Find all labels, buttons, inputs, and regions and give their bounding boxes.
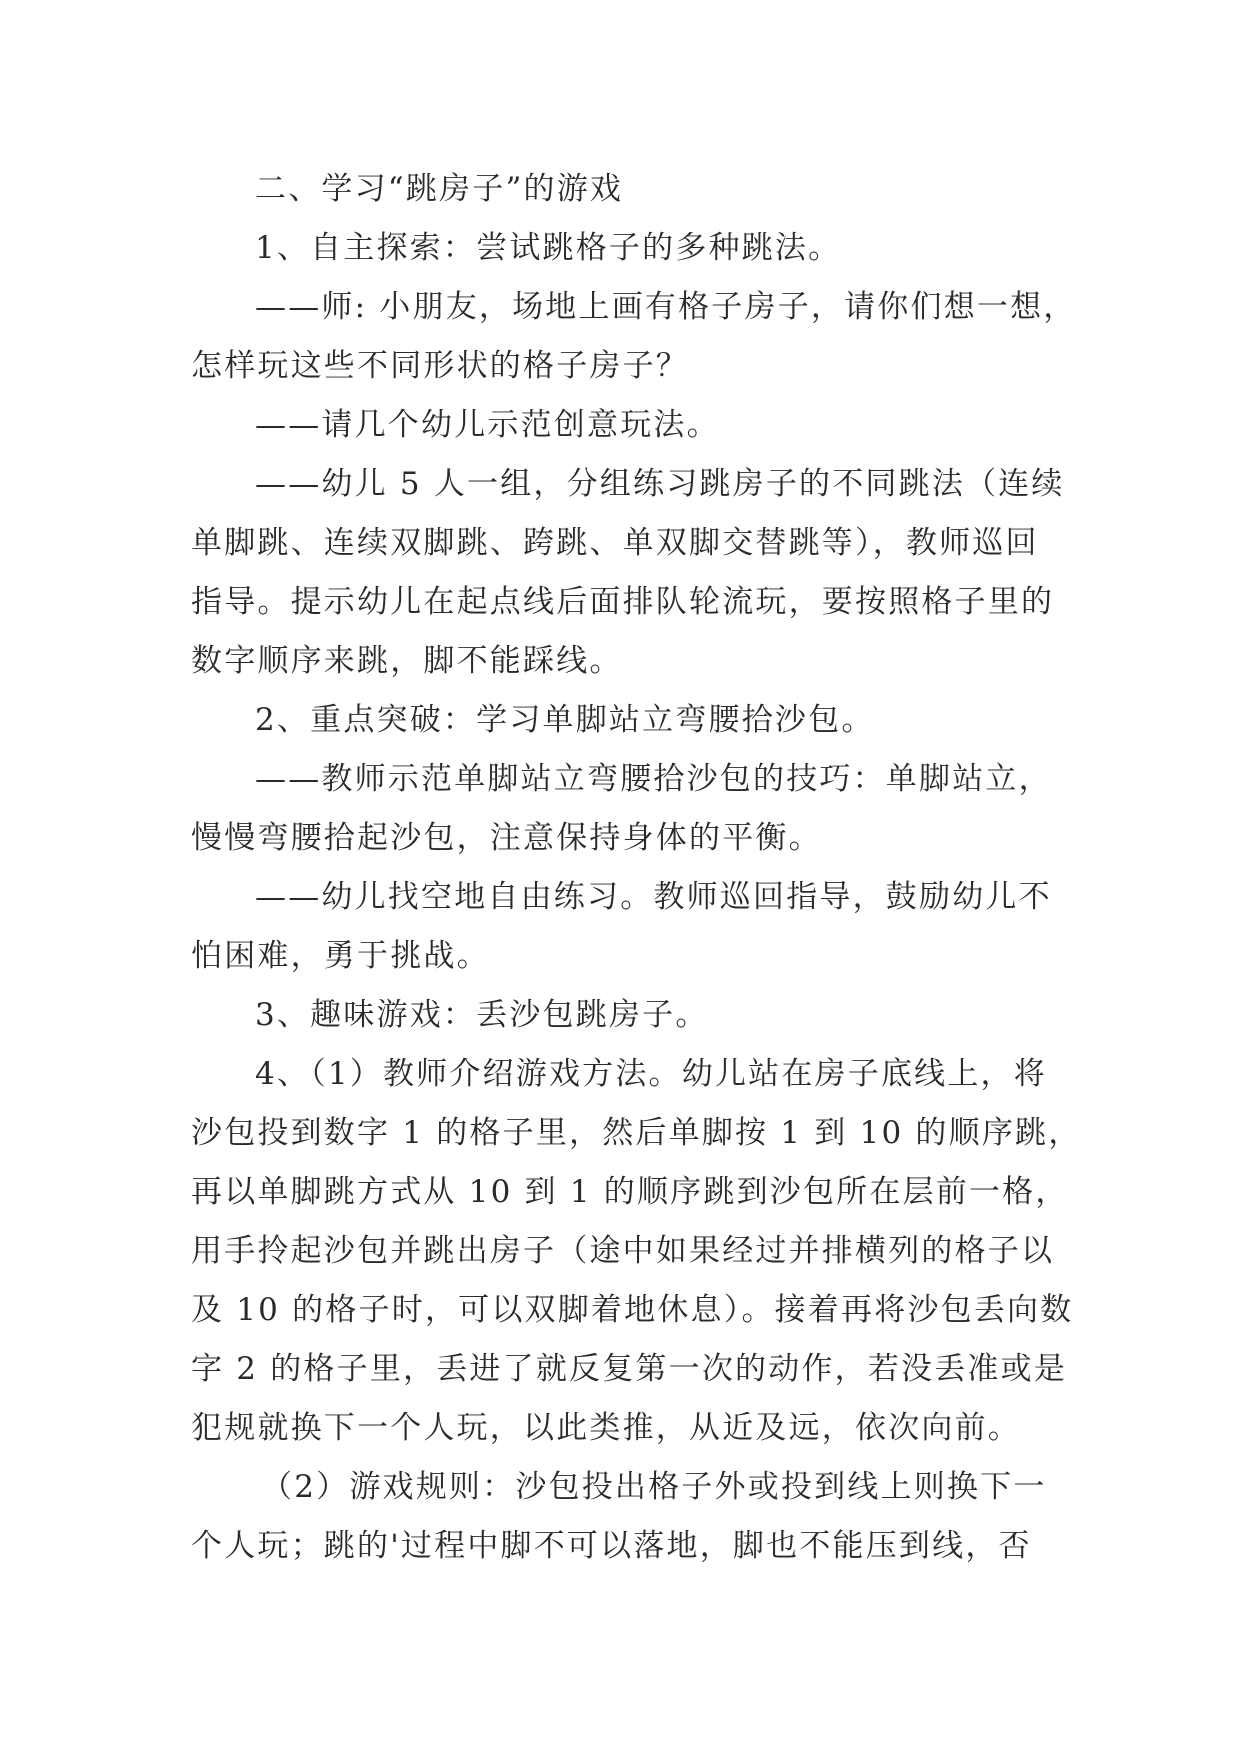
- paragraph-line: 慢慢弯腰拾起沙包，注意保持身体的平衡。: [191, 820, 822, 856]
- paragraph-line: 再以单脚跳方式从 10 到 1 的顺序跳到沙包所在层前一格，: [191, 1174, 1069, 1210]
- paragraph-line: 数字顺序来跳，脚不能踩线。: [191, 643, 623, 679]
- step-2-heading: 2、重点突破：学习单脚站立弯腰拾沙包。: [255, 702, 875, 738]
- paragraph-line: 4、（1）教师介绍游戏方法。幼儿站在房子底线上，将: [255, 1056, 1047, 1092]
- paragraph-line: ——请几个幼儿示范创意玩法。: [255, 407, 720, 443]
- paragraph-line: 用手拎起沙包并跳出房子（途中如果经过并排横列的格子以: [191, 1233, 1055, 1269]
- step-1-heading: 1、自主探索：尝试跳格子的多种跳法。: [255, 230, 842, 266]
- document-body: [191, 160, 1082, 1576]
- section-heading: 二、学习“跳房子”的游戏: [255, 171, 624, 207]
- paragraph-line: 单脚跳、连续双脚跳、跨跳、单双脚交替跳等），教师巡回: [191, 525, 1039, 561]
- paragraph-line: ——师: 小朋友，场地上画有格子房子，请你们想一想，: [255, 289, 1077, 325]
- paragraph-line: 怕困难，勇于挑战。: [191, 938, 490, 974]
- paragraph-line: 指导。提示幼儿在起点线后面排队轮流玩，要按照格子里的: [191, 584, 1055, 620]
- paragraph-line: 沙包投到数字 1 的格子里，然后单脚按 1 到 10 的顺序跳，: [191, 1115, 1082, 1151]
- paragraph-line: 字 2 的格子里，丢进了就反复第一次的动作，若没丢准或是: [191, 1351, 1068, 1387]
- paragraph-line: 犯规就换下一个人玩，以此类推，从近及远，依次向前。: [191, 1410, 1021, 1446]
- paragraph-line: 怎样玩这些不同形状的格子房子？: [191, 348, 689, 384]
- paragraph-line: 个人玩；跳的'过程中脚不可以落地，脚也不能压到线，否: [191, 1528, 1032, 1564]
- rules-heading: （2）游戏规则：沙包投出格子外或投到线上则换下一: [261, 1469, 1047, 1505]
- paragraph-line: 及 10 的格子时，可以双脚着地休息）。接着再将沙包丢向数: [191, 1292, 1074, 1328]
- paragraph-line: ——幼儿 5 人一组，分组练习跳房子的不同跳法（连续: [255, 466, 1065, 502]
- step-3-heading: 3、趣味游戏：丢沙包跳房子。: [255, 997, 709, 1033]
- paragraph-line: ——教师示范单脚站立弯腰拾沙包的技巧：单脚站立，: [255, 761, 1052, 797]
- paragraph-line: ——幼儿找空地自由练习。教师巡回指导，鼓励幼儿不: [255, 879, 1052, 915]
